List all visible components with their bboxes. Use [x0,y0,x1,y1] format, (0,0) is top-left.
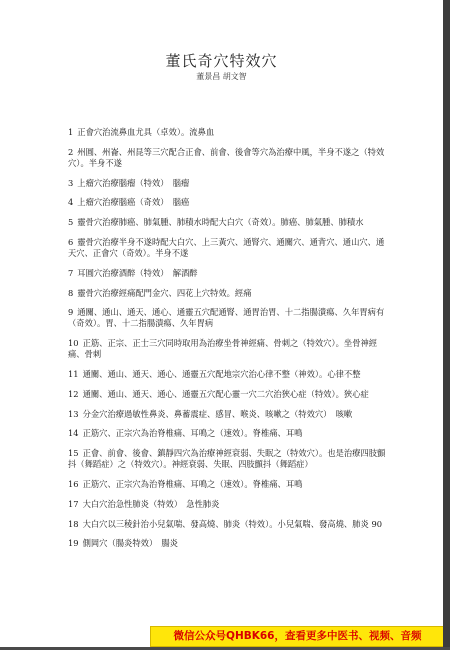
entry-text: 正會穴治流鼻血尤具（卓效）。流鼻血 [77,127,215,137]
entry-number: 14 [68,428,79,439]
entry-number: 10 [68,338,79,349]
list-item [68,519,386,530]
viewer-right-edge [443,0,450,650]
document-title: 董氏奇穴特效穴 [165,52,278,70]
entry-number: 11 [68,368,79,379]
entry-number: 9 [68,307,74,318]
entry-number: 4 [68,197,74,208]
list-item [68,479,386,490]
entry-text: 正筋穴、正宗穴為治脊椎痛、耳鳴之（速效）。脊椎痛、耳鳴 [82,478,303,489]
list-item [68,217,386,228]
entry-number: 12 [68,388,79,399]
list-item [68,288,386,299]
entry-text: 州圓、州崙、州昆等三穴配合正會、前會、後會等穴為治療中風，半身不遂之（特效穴）。半身不遂 [68,146,385,168]
entry-number: 18 [68,518,79,529]
entry-number: 1 [68,127,74,137]
entry-text: 靈骨穴治療經痛配門金穴、四花上穴特效。經痛 [77,287,252,298]
footer-banner: 微信公众号QHBK66，查看更多中医书、视频、音频 [150,626,445,647]
entry-text: 大白穴治急性肺炎（特效） 急性肺炎 [82,498,220,509]
list-item [68,538,386,549]
list-item [68,178,386,189]
entry-text: 靈骨穴治療肺癌、肺氣腫、肺積水時配大白穴（奇效）。肺癌、肺氣腫、肺積水 [77,217,364,228]
entry-text: 正筋、正宗、正士三穴同時取用為治療坐骨神經痛、骨刺之（特效穴）。坐骨神經痛、骨刺 [68,338,378,360]
entry-number: 15 [68,448,79,459]
entry-list [68,127,386,558]
entry-text: 側岡穴（腸炎特效） 腸炎 [82,538,178,549]
entry-text: 正會、前會、後會、鎮靜四穴為治療神經衰弱、失眠之（特效穴）。也是治療四肢顫抖（舞蹈症）之（特效穴）。神經衰弱、失眠、四肢顫抖（舞蹈症） [68,448,386,470]
entry-number: 5 [68,217,74,228]
list-item [68,268,386,279]
entry-text: 通關、通山、通天、通心、通靈五穴配通腎、通胃治胃、十二指腸潰瘍、久年胃病有（奇效）。胃、十二指腸潰瘍、久年胃病 [68,307,385,329]
list-item [68,409,386,420]
list-item [68,147,386,169]
entry-number: 6 [68,236,74,247]
document-authors: 董景昌 胡文智 [196,72,247,81]
list-item [68,428,386,439]
entry-text: 上瘤穴治療腦瘤（特效） 腦瘤 [77,177,190,188]
entry-number: 8 [68,287,74,298]
entry-number: 16 [68,478,79,489]
list-item [68,307,386,329]
list-item [68,369,386,380]
entry-number: 17 [68,498,79,509]
entry-text: 大白穴以三稜針治小兒氣喘、發高燒、肺炎（特效）。小兒氣喘、發高燒、肺炎 90 [82,518,383,529]
list-item [68,338,386,360]
entry-number: 2 [68,146,74,157]
list-item [68,448,386,470]
entry-text: 上瘤穴治療腦癌（奇效） 腦癌 [77,197,190,208]
entry-number: 7 [68,267,74,278]
entry-text: 正筋穴、正宗穴為治脊椎痛、耳鳴之（速效）。脊椎痛、耳鳴 [82,428,303,439]
entry-text: 靈骨穴治療半身不遂時配大白穴、上三黃穴、通腎穴、通關穴、通背穴、通山穴、通天穴、正會穴（奇效）。半身不遂 [68,236,385,258]
entry-text: 通關、通山、通天、通心、通靈五穴配心靈一穴二穴治狹心症（特效）。狹心症 [82,388,369,399]
list-item [68,127,386,138]
entry-number: 19 [68,538,79,549]
entry-number: 3 [68,177,74,188]
entry-text: 通關、通山、通天、通心、通靈五穴配地宗穴治心律不整（神效）。心律不整 [82,368,361,379]
entry-text: 分金穴治療過敏性鼻炎、鼻蓄震症、感冒、喉炎、咳嗽之（特效穴） 咳嗽 [82,408,353,419]
entry-number: 13 [68,408,79,419]
list-item [68,389,386,400]
list-item [68,237,386,259]
entry-text: 耳圓穴治療酒醉（特效） 解酒醉 [77,267,198,278]
list-item [68,197,386,208]
list-item [68,499,386,510]
